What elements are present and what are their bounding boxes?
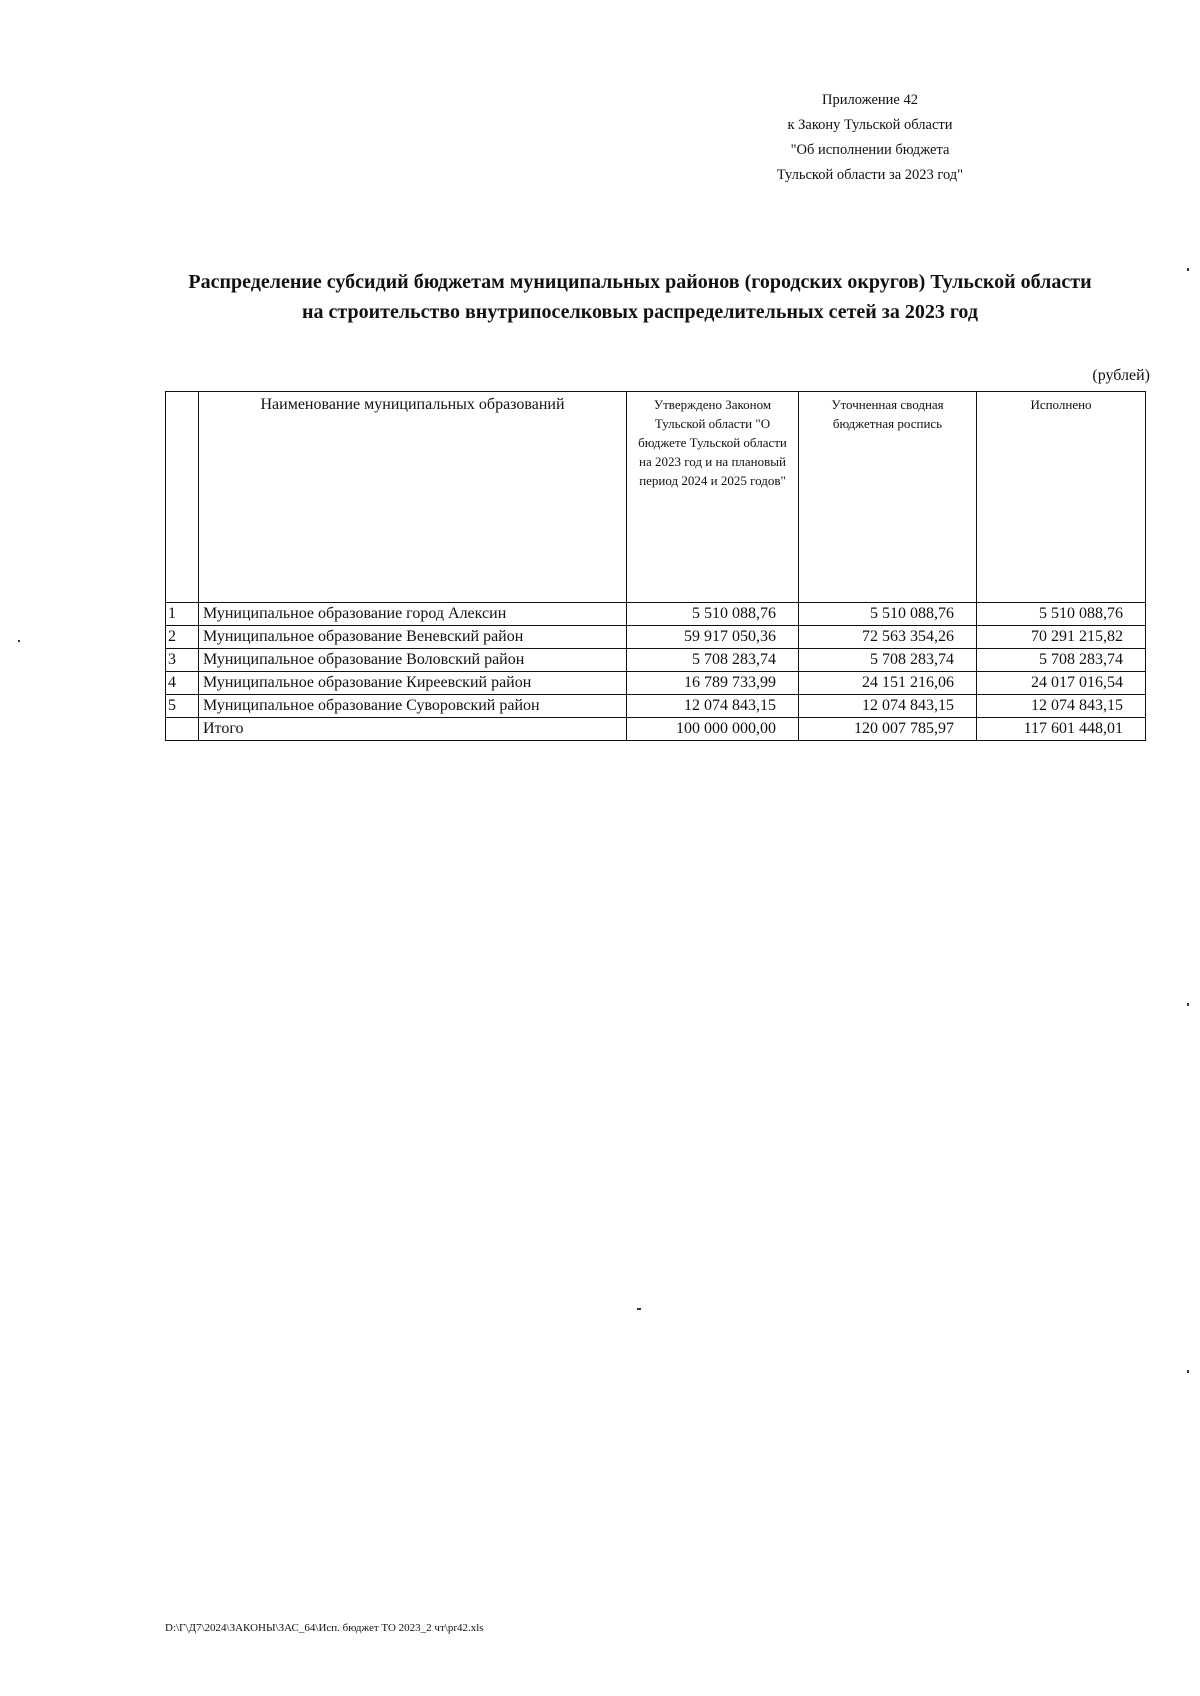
appendix-line-1: Приложение 42 <box>822 92 918 108</box>
subsidy-table <box>165 391 1146 741</box>
row-revised: 12 074 843,15 <box>799 695 977 718</box>
table-row <box>166 672 1146 695</box>
row-executed: 70 291 215,82 <box>977 626 1146 649</box>
row-index: 3 <box>166 649 199 672</box>
table-total-row <box>166 718 1146 741</box>
row-name: Муниципальное образование Воловский район <box>199 649 627 672</box>
appendix-block <box>740 88 1000 188</box>
table-row <box>166 695 1146 718</box>
table-row <box>166 649 1146 672</box>
title-line-1: Распределение субсидий бюджетам муниципальных районов (городских округов) Тульской области <box>188 271 1092 293</box>
total-revised: 120 007 785,97 <box>799 718 977 741</box>
row-revised: 5 708 283,74 <box>799 649 977 672</box>
total-label: Итого <box>199 718 627 741</box>
row-index: 2 <box>166 626 199 649</box>
total-executed: 117 601 448,01 <box>977 718 1146 741</box>
table-header-row <box>166 392 1146 603</box>
row-approved: 59 917 050,36 <box>627 626 799 649</box>
header-name: Наименование муниципальных образований <box>199 392 627 603</box>
header-executed: Исполнено <box>977 392 1146 603</box>
row-index: 4 <box>166 672 199 695</box>
header-approved: Утверждено Законом Тульской области "О бюджете Тульской области на 2023 год и на плановый период 2024 и 2025 годов" <box>627 392 799 603</box>
appendix-line-4: Тульской области за 2023 год" <box>776 167 964 183</box>
row-name: Муниципальное образование Киреевский район <box>199 672 627 695</box>
document-title <box>140 267 1140 327</box>
table-row <box>166 603 1146 626</box>
row-approved: 12 074 843,15 <box>627 695 799 718</box>
scan-speck <box>637 1308 641 1310</box>
row-executed: 12 074 843,15 <box>977 695 1146 718</box>
appendix-line-3: "Об исполнении бюджета <box>790 142 950 158</box>
row-revised: 24 151 216,06 <box>799 672 977 695</box>
file-path-footer: D:\Г\Д7\2024\ЗАКОНЫ\ЗАС_64\Исп. бюджет ТО 2023_2 чт\pr42.xls <box>165 1622 484 1634</box>
scan-speck <box>1187 1003 1189 1006</box>
row-approved: 5 510 088,76 <box>627 603 799 626</box>
row-revised: 5 510 088,76 <box>799 603 977 626</box>
header-index <box>166 392 199 603</box>
total-approved: 100 000 000,00 <box>627 718 799 741</box>
row-index: 1 <box>166 603 199 626</box>
row-name: Муниципальное образование Суворовский район <box>199 695 627 718</box>
row-executed: 24 017 016,54 <box>977 672 1146 695</box>
row-approved: 5 708 283,74 <box>627 649 799 672</box>
row-executed: 5 708 283,74 <box>977 649 1146 672</box>
row-revised: 72 563 354,26 <box>799 626 977 649</box>
appendix-line-2: к Закону Тульской области <box>787 117 953 133</box>
row-name: Муниципальное образование Веневский район <box>199 626 627 649</box>
table-row <box>166 626 1146 649</box>
row-name: Муниципальное образование город Алексин <box>199 603 627 626</box>
units-label: (рублей) <box>1092 367 1150 384</box>
header-revised: Уточненная сводная бюджетная роспись <box>799 392 977 603</box>
row-index: 5 <box>166 695 199 718</box>
total-index <box>166 718 199 741</box>
scan-speck <box>1187 268 1189 271</box>
scan-speck <box>1187 1370 1189 1373</box>
row-executed: 5 510 088,76 <box>977 603 1146 626</box>
row-approved: 16 789 733,99 <box>627 672 799 695</box>
scan-speck <box>18 640 20 642</box>
title-line-2: на строительство внутрипоселковых распределительных сетей за 2023 год <box>302 301 978 323</box>
